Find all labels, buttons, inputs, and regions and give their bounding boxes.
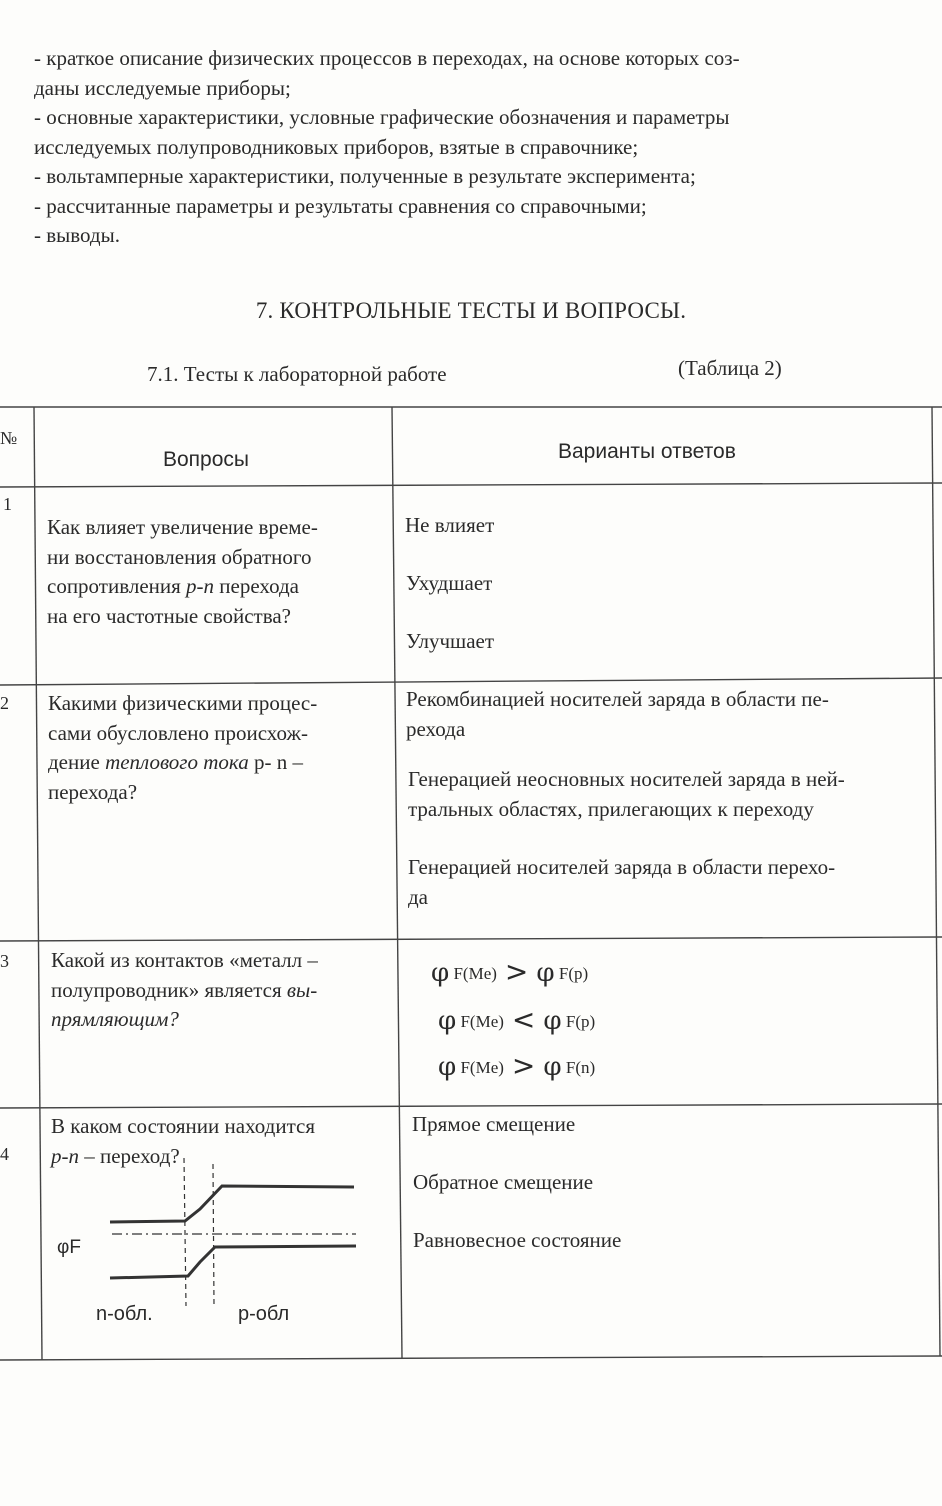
intro-line: - выводы. [34,223,120,247]
intro-line: - основные характеристики, условные графические обозначения и параметры [34,105,730,129]
answer-option: Обратное смещение [413,1170,594,1194]
intro-line: исследуемых полупроводниковых приборов, взятые в справочнике; [34,134,639,159]
header-num: № [0,428,18,448]
answer-formula: φ F(Me) > φ F(n) [438,1049,596,1082]
question-line: сопротивления p-n перехода [47,574,299,598]
question-line: В каком состоянии находится [51,1114,316,1138]
answer-option: Рекомбинацией носителей заряда в области пе- рехода [406,687,829,741]
p-region-label: р-обл [238,1303,290,1325]
row-number: 3 [0,951,9,971]
question-line: p-n – переход? [51,1143,180,1168]
intro-line: - рассчитанные параметры и результаты сравнения со справочными; [34,193,647,218]
row-number: 1 [3,494,12,514]
answer-option: Ухудшает [406,571,493,595]
row-number: 2 [0,693,9,713]
question-line: ни восстановления обратного [47,544,312,569]
intro-line: - вольтамперные характеристики, полученные в результате эксперимента; [34,164,696,188]
table-reference: (Таблица 2) [678,356,782,380]
phi-f-label: φF [57,1237,81,1258]
question-line: Какими физическими процес- [48,691,318,715]
subsection-title: 7.1. Тесты к лабораторной работе [147,362,447,386]
question-line: дение теплового тока р- n – [48,750,303,774]
question-line: перехода? [48,779,138,804]
answer-option: Улучшает [406,629,495,653]
answer-option: Генерацией неосновных носителей заряда в ней- тральных областях, прилегающих к переходу [408,767,845,821]
section-title: 7. КОНТРОЛЬНЫЕ ТЕСТЫ И ВОПРОСЫ. [255,298,687,323]
answer-option: Равновесное состояние [413,1228,622,1252]
answer-formula: φ F(Me) < φ F(p) [438,1003,596,1036]
header-answers: Варианты ответов [558,440,736,463]
question-line: Какой из контактов «металл – [51,948,318,972]
question-line: на его частотные свойства? [47,603,292,628]
question-line: прямляющим? [51,1007,179,1031]
answer-formula: φ F(Me) > φ F(p) [431,955,589,988]
question-line: полупроводник» является вы- [51,977,318,1002]
question-line: Как влияет увеличение време- [47,515,318,539]
answer-option: Генерацией носителей заряда в области перехо- да [408,855,836,909]
intro-line: - краткое описание физических процессов в переходах, на основе которых соз- [34,46,740,70]
n-region-label: n-обл. [96,1303,153,1325]
answer-option: Не влияет [405,513,495,537]
intro-line: даны исследуемые приборы; [34,75,291,100]
question-line: сами обусловлено происхож- [48,720,308,745]
header-questions: Вопросы [163,448,250,471]
row-number: 4 [0,1144,9,1164]
answer-option: Прямое смещение [412,1112,576,1136]
